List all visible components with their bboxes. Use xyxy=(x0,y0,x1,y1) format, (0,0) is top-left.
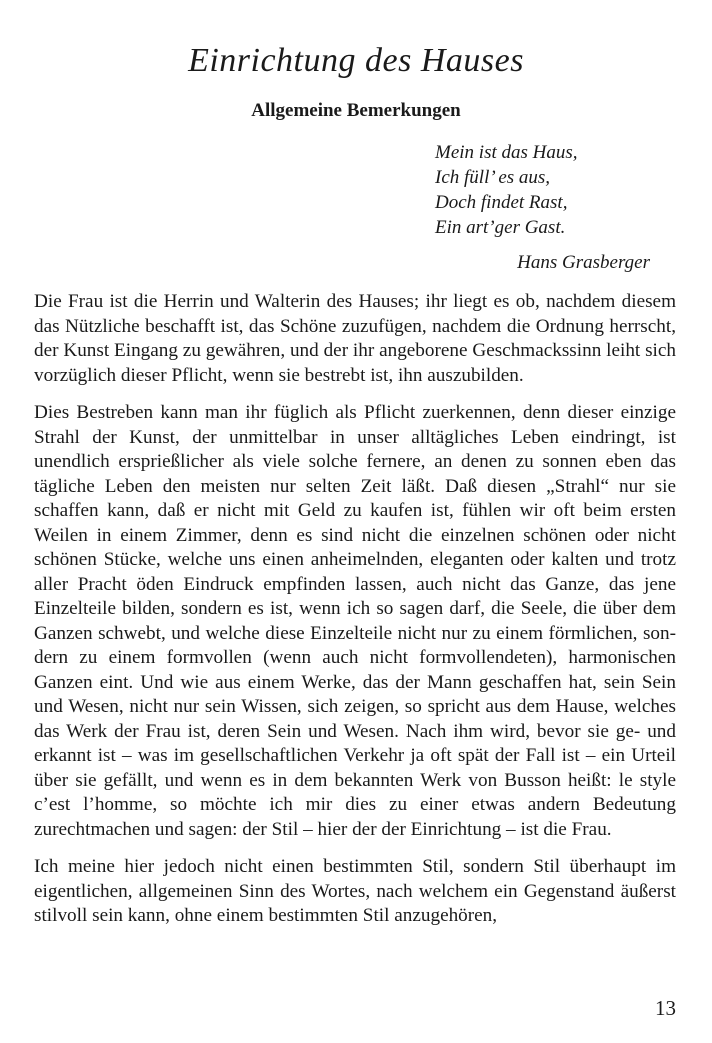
section-subtitle: Allgemeine Bemerkungen xyxy=(251,100,461,121)
epigraph-poem xyxy=(435,140,578,240)
paragraph: Die Frau ist die Herrin und Walterin des Hauses; ihr liegt es ob, nachdem diesem das Nützliche beschafft ist, das Schöne zuzufügen, nachdem die Ordnung herrscht, der Kunst Eingang zu gewähren, und der ihr angeborene Geschmackssinn leiht sich vorzüglich dieser Pflicht, wenn sie bestrebt ist, ihn auszubilden. xyxy=(34,291,676,386)
poem-line: Mein ist das Haus, xyxy=(435,142,578,163)
paragraph: Dies Bestreben kann man ihr füglich als Pflicht zuerkennen, denn dieser einzige Strahl der Kunst, der unmittelbar in unser alltägliches Leben eindringt, ist unendlich ersprießlicher als viele solche fernere, an denen zu sonnen eben das tägliche Leben den meisten nur selten Zeit läßt. Daß diesen „Strahl“ nur sie schaffen kann, daß er nicht mit Geld zu kaufen ist, fühlen wir oft beim ersten Weilen in einem Zimmer, denn es sind nicht die einzelnen schönen oder nicht schönen Stücke, welche uns einen anheimelnden, eleganten oder kalten und trotz aller Pracht öden Eindruck empfinden lassen, auch nicht das Ganze, das jene Einzelteile bilden, sondern es ist, wenn ich so sagen darf, die Seele, die über dem Ganzen schwebt, und welche diese Einzelteile nicht nur zu einem förmlichen, sondern zu einem formvollen (wenn auch nicht formvollendeten), harmonischen Ganzen eint. Und wie aus einem Werke, das der Mann geschaffen hat, sein Sein und Wesen, nicht nur sein Wissen, sich zeigen, so spricht aus dem Hause, welches das Werk der Frau ist, deren Sein und Wesen. Nach ihm wird, bevor sie ge- und erkannt ist – was im gesellschaftlichen Verkehr ja oft spät der Fall ist – ein Urteil über sie gefällt, und wenn es in dem bekannten Werk von Busson heißt: le style c’est l’homme, so möchte ich mir dies zu einer etwas andern Bedeutung zurechtmachen und sagen: der Stil – hier der der Einrichtung – ist die Frau. xyxy=(34,402,676,840)
epigraph-author: Hans Grasberger xyxy=(517,252,650,273)
page-number: 13 xyxy=(655,996,676,1020)
paragraph: Ich meine hier jedoch nicht einen bestimmten Stil, sondern Stil überhaupt im eigentlichen, allgemeinen Sinn des Wortes, nach welchem ein Gegenstand äußerst stilvoll sein kann, ohne einem bestimmten Stil anzugehören, xyxy=(34,856,676,926)
body-text xyxy=(34,290,676,942)
poem-line: Doch findet Rast, xyxy=(435,192,568,213)
chapter-title: Einrichtung des Hauses xyxy=(188,42,524,79)
poem-line: Ein art’ger Gast. xyxy=(435,217,566,238)
poem-line: Ich füll’ es aus, xyxy=(435,167,551,188)
